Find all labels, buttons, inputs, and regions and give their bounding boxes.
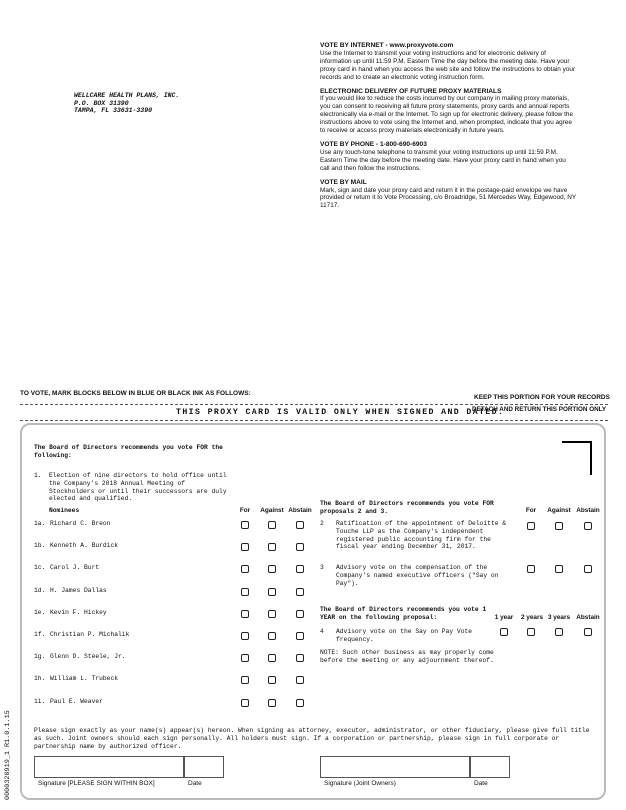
- nominee-abstain-checkbox[interactable]: [296, 654, 304, 662]
- nominee-abstain-checkbox[interactable]: [296, 610, 304, 618]
- section-heading: VOTE BY PHONE - 1-800-690-6903: [320, 140, 427, 148]
- nominee-against-checkbox[interactable]: [268, 632, 276, 640]
- nominee-name: H. James Dallas: [50, 587, 107, 594]
- proposal-2-against-checkbox[interactable]: [555, 522, 563, 530]
- nominee-for-checkbox[interactable]: [241, 610, 249, 618]
- nominee-for-checkbox[interactable]: [241, 543, 249, 551]
- nominee-against-checkbox[interactable]: [268, 676, 276, 684]
- nominee-name: Carol J. Burt: [50, 564, 100, 571]
- signature-label: Signature [PLEASE SIGN WITHIN BOX]: [38, 780, 155, 787]
- nominee-abstain-checkbox[interactable]: [296, 632, 304, 640]
- proposal-4-1-year-checkbox[interactable]: [500, 628, 508, 636]
- nominee-against-checkbox[interactable]: [268, 543, 276, 551]
- nominee-abstain-checkbox[interactable]: [296, 676, 304, 684]
- proposal-number: 2: [320, 520, 324, 527]
- col-for: For: [525, 507, 537, 514]
- nominee-id: 1c.: [34, 564, 46, 571]
- board-recommendation-1: The Board of Directors recommends you vote FOR the following:: [34, 444, 223, 459]
- nominee-abstain-checkbox[interactable]: [296, 543, 304, 551]
- joint-signature-box[interactable]: [320, 756, 470, 778]
- nominee-id: 1g.: [34, 653, 46, 660]
- nominee-against-checkbox[interactable]: [268, 654, 276, 662]
- proposal-3-for-checkbox[interactable]: [527, 565, 535, 573]
- nominee-abstain-checkbox[interactable]: [296, 521, 304, 529]
- nominee-name: William L. Trubeck: [50, 675, 119, 682]
- note-text: NOTE: Such other business as may properly come before the meeting or any adjournment thereof.: [320, 649, 494, 664]
- nominee-name: Paul E. Weaver: [50, 698, 103, 705]
- vote-by-phone: [320, 141, 576, 173]
- nominee-abstain-checkbox[interactable]: [296, 699, 304, 707]
- section-heading: VOTE BY MAIL: [320, 178, 367, 186]
- section-body: Use the Internet to transmit your voting instructions and for electronic delivery of information up until 11:59 P.M. Eastern Time the day before the meeting date. Have your proxy card in hand when you access the web site and follow the instructions to obtain your records and to create an electronic voting instruction form.: [320, 49, 576, 81]
- col-against: Against: [260, 507, 284, 514]
- proposal-2-for-checkbox[interactable]: [527, 522, 535, 530]
- nominee-name: Kenneth A. Burdick: [50, 542, 119, 549]
- nominee-for-checkbox[interactable]: [241, 676, 249, 684]
- nominee-id: 1e.: [34, 609, 46, 616]
- section-body: If you would like to reduce the costs incurred by our company in mailing proxy materials, you can consent to receiving all future proxy statements, proxy cards and annual reports electronically via e-mail or the Internet. To sign up for electronic delivery, please follow the instructions above to vote using the Internet and, when prompted, indicate that you agree to receive or access proxy materials electronically in future years.: [320, 95, 574, 135]
- mark-instruction: TO VOTE, MARK BLOCKS BELOW IN BLUE OR BLACK INK AS FOLLOWS:: [20, 390, 251, 397]
- nominee-against-checkbox[interactable]: [268, 610, 276, 618]
- joint-signature-label: Signature (Joint Owners): [324, 780, 396, 787]
- nominee-for-checkbox[interactable]: [241, 565, 249, 573]
- address-line: WELLCARE HEALTH PLANS, INC.: [74, 92, 180, 99]
- nominee-id: 1f.: [34, 631, 46, 638]
- nominee-id: 1i.: [34, 698, 46, 705]
- col-1-year: 1 year: [494, 614, 514, 621]
- voting-instructions: [320, 42, 576, 216]
- proposal-number: 4: [320, 628, 324, 635]
- keep-portion-label: KEEP THIS PORTION FOR YOUR RECORDS: [474, 394, 610, 401]
- date-label: Date: [188, 780, 202, 787]
- proposal-3-abstain-checkbox[interactable]: [584, 565, 592, 573]
- section-heading: ELECTRONIC DELIVERY OF FUTURE PROXY MATERIALS: [320, 87, 502, 95]
- nominee-name: Christian P. Michalik: [50, 631, 130, 638]
- signature-box[interactable]: [34, 756, 184, 778]
- corner-mark: [562, 441, 592, 475]
- proposal-2-text: Ratification of the appointment of Deloitte & Touche LLP as the Company's independent registered public accounting firm for the fiscal year ending December 31, 2017.: [336, 520, 507, 551]
- nominee-abstain-checkbox[interactable]: [296, 565, 304, 573]
- side-code: 0000320919_1 R1.0.1.15: [4, 710, 12, 800]
- col-for: For: [239, 507, 251, 514]
- proposal-4-2-years-checkbox[interactable]: [527, 628, 535, 636]
- nominee-for-checkbox[interactable]: [241, 521, 249, 529]
- proposal-4-3-years-checkbox[interactable]: [555, 628, 563, 636]
- section-heading: VOTE BY INTERNET - www.proxyvote.com: [320, 42, 454, 49]
- proposal-number: 1.: [34, 472, 42, 479]
- proposal-4-text: Advisory vote on the Say on Pay Vote frequency.: [336, 628, 473, 643]
- nominee-name: Kevin F. Hickey: [50, 609, 107, 616]
- joint-date-box[interactable]: [470, 756, 510, 778]
- perforation-line: [20, 420, 608, 421]
- nominee-against-checkbox[interactable]: [268, 565, 276, 573]
- nominee-for-checkbox[interactable]: [241, 654, 249, 662]
- col-against: Against: [547, 507, 571, 514]
- nominee-id: 1h.: [34, 675, 46, 682]
- proposal-2-abstain-checkbox[interactable]: [584, 522, 592, 530]
- col-abstain: Abstain: [288, 507, 312, 514]
- nominee-against-checkbox[interactable]: [268, 521, 276, 529]
- address-line: TAMPA, FL 33631-3390: [74, 107, 153, 114]
- proposal-1-text: Election of nine directors to hold office until the Company's 2018 Annual Meeting of Stockholders or until their successors are duly elected and qualified.: [49, 472, 227, 503]
- proposal-number: 3: [320, 564, 324, 571]
- nominee-against-checkbox[interactable]: [268, 699, 276, 707]
- nominee-name: Glenn D. Steele, Jr.: [50, 653, 126, 660]
- section-body: Mark, sign and date your proxy card and return it in the postage-paid envelope we have provided or return it to Vote Processing, c/o Broadridge, 51 Mercedes Way, Edgewood, NY 11717.: [320, 186, 576, 210]
- board-recommendation-4: The Board of Directors recommends you vote 1 YEAR on the following proposal:: [320, 606, 487, 621]
- nominee-for-checkbox[interactable]: [241, 588, 249, 596]
- proposal-4-abstain-checkbox[interactable]: [584, 628, 592, 636]
- perforation-line: [20, 404, 608, 405]
- board-recommendation-2-3: The Board of Directors recommends you vote FOR proposals 2 and 3.: [320, 500, 494, 515]
- col-abstain: Abstain: [576, 614, 600, 621]
- mailing-address: [74, 92, 179, 115]
- vote-by-internet: [320, 42, 576, 82]
- electronic-delivery: [320, 88, 576, 135]
- col-2-years: 2 years: [520, 614, 544, 621]
- valid-notice: THIS PROXY CARD IS VALID ONLY WHEN SIGNED AND DATED.: [176, 408, 505, 417]
- joint-date-label: Date: [474, 780, 488, 787]
- nominee-abstain-checkbox[interactable]: [296, 588, 304, 596]
- detach-portion-label: DETACH AND RETURN THIS PORTION ONLY: [472, 406, 607, 413]
- address-line: P.O. BOX 31390: [74, 99, 129, 107]
- nominee-against-checkbox[interactable]: [268, 588, 276, 596]
- sign-instructions: Please sign exactly as your name(s) appear(s) hereon. When signing as attorney, executor, administrator, or other fiduciary, please give full title as such. Joint owners should each sign personally. All holders must sign. If a corporation or partnership, please sign in full corporate or partnership name by authorized officer.: [34, 727, 590, 750]
- nominee-for-checkbox[interactable]: [241, 699, 249, 707]
- nominee-id: 1b.: [34, 542, 46, 549]
- section-body: Use any touch-tone telephone to transmit your voting instructions up until 11:59 P.M. Eastern Time the day before the meeting date. Have your proxy card in hand when you call and then follow the instructions.: [320, 148, 566, 172]
- col-3-years: 3 years: [547, 614, 571, 621]
- date-box[interactable]: [184, 756, 224, 778]
- vote-by-mail: [320, 179, 576, 211]
- col-abstain: Abstain: [576, 507, 600, 514]
- proposal-3-against-checkbox[interactable]: [555, 565, 563, 573]
- nominee-name: Richard C. Breon: [50, 520, 111, 527]
- nominee-for-checkbox[interactable]: [241, 632, 249, 640]
- proposal-3-text: Advisory vote on the compensation of the Company's named executive officers ("Say on Pay").: [336, 564, 499, 587]
- nominee-id: 1d.: [34, 587, 46, 594]
- nominee-id: 1a.: [34, 520, 46, 527]
- nominees-header: Nominees: [49, 507, 80, 514]
